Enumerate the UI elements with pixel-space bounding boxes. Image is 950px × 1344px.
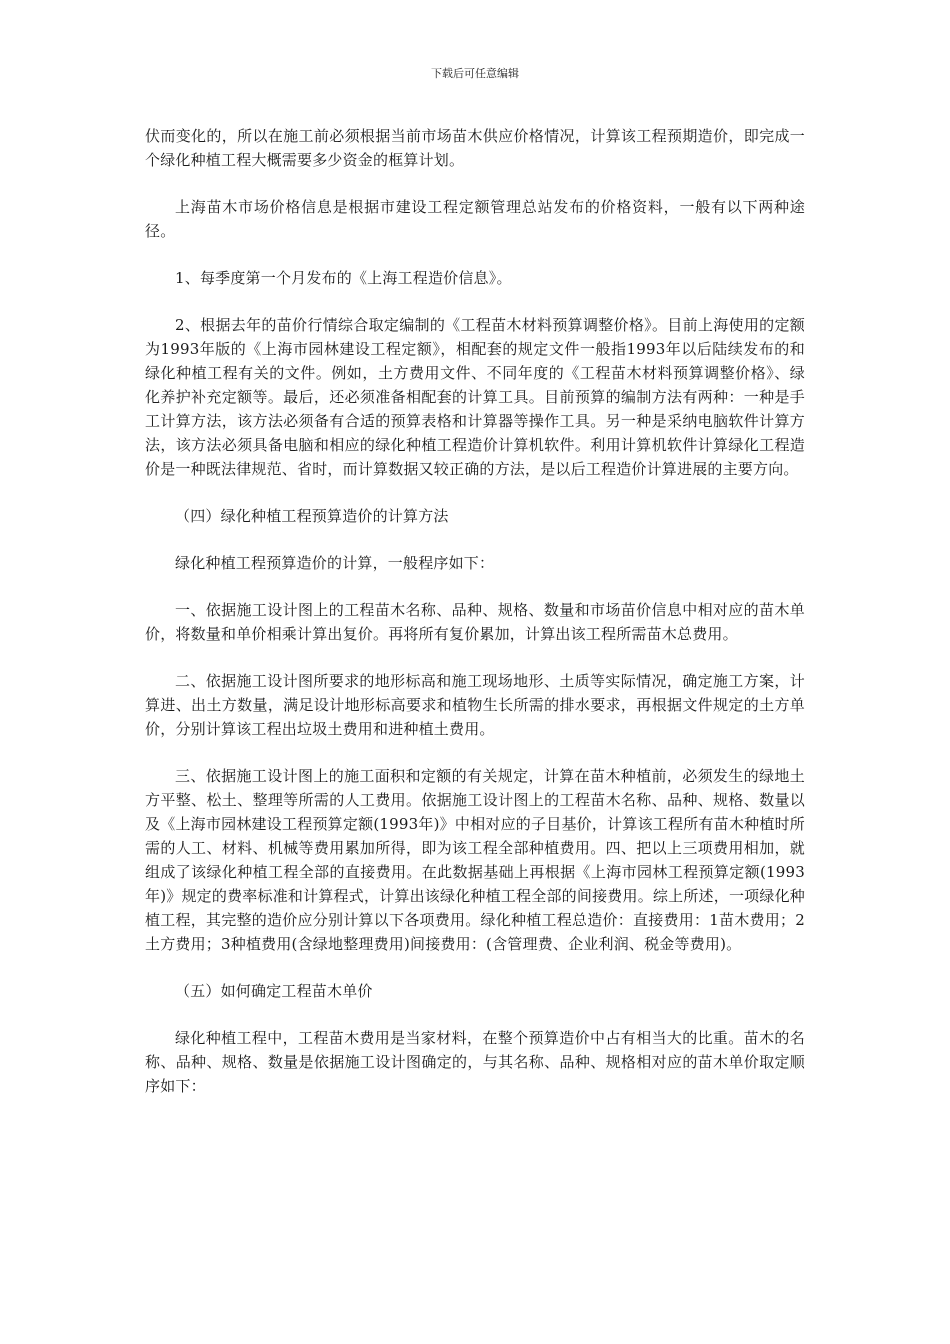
paragraph-item-1: 1、每季度第一个月发布的《上海工程造价信息》。 — [175, 269, 512, 287]
paragraph-step-3: 三、依据施工设计图上的施工面积和定额的有关规定，计算在苗木种植前，必须发生的绿地土方平整、松土、整理等所需的人工费用。依据施工设计图上的工程苗木名称、品种、规格、数量以及《上海市园林建设工程预算定额(1993年)》中相对应的子目基价，计算该工程所有苗木种植时所需的人工、材料、机械等费用累加所得，即为该工程全部种植费用。四、把以上三项费用相加，就组成了该绿化种植工程全部的直接费用。在此数据基础上再根据《上海市园林工程预算定额(1993年)》规定的费率标准和计算程式，计算出该绿化种植工程全部的间接费用。综上所述，一项绿化种植工程，其完整的造价应分别计算以下各项费用。绿化种植工程总造价：直接费用：1苗木费用；2土方费用；3种植费用(含绿地整理费用)间接费用：(含管理费、企业利润、税金等费用)。 — [145, 767, 805, 953]
paragraph-procedure-intro: 绿化种植工程预算造价的计算，一般程序如下： — [175, 554, 495, 572]
document-body — [145, 124, 805, 1121]
section-heading-5: （五）如何确定工程苗木单价 — [175, 982, 373, 1000]
paragraph-price-info: 上海苗木市场价格信息是根据市建设工程定额管理总站发布的价格资料，一般有以下两种途径。 — [145, 198, 805, 240]
section-heading-4: （四）绿化种植工程预算造价的计算方法 — [175, 507, 449, 525]
paragraph-unit-price: 绿化种植工程中，工程苗木费用是当家材料，在整个预算造价中占有相当大的比重。苗木的名称、品种、规格、数量是依据施工设计图确定的，与其名称、品种、规格相对应的苗木单价取定顺序如下： — [145, 1029, 805, 1095]
paragraph-step-2: 二、依据施工设计图所要求的地形标高和施工现场地形、土质等实际情况，确定施工方案，计算进、出土方数量，满足设计地形标高要求和植物生长所需的排水要求，再根据文件规定的土方单价，分别计算该工程出垃圾土费用和进种植土费用。 — [145, 672, 805, 738]
paragraph-step-1: 一、依据施工设计图上的工程苗木名称、品种、规格、数量和市场苗价信息中相对应的苗木单价，将数量和单价相乘计算出复价。再将所有复价累加，计算出该工程所需苗木总费用。 — [145, 601, 805, 643]
paragraph-continuation: 伏而变化的，所以在施工前必须根据当前市场苗木供应价格情况，计算该工程预期造价，即完成一个绿化种植工程大概需要多少资金的框算计划。 — [145, 127, 805, 169]
paragraph-item-2: 2、根据去年的苗价行情综合取定编制的《工程苗木材料预算调整价格》。目前上海使用的定额为1993年版的《上海市园林建设工程定额》，相配套的规定文件一般指1993年以后陆续发布的和绿化种植工程有关的文件。例如，土方费用文件、不同年度的《工程苗木材料预算调整价格》、绿化养护补充定额等。最后，还必须准备相配套的计算工具。目前预算的编制方法有两种：一种是手工计算方法，该方法必须备有合适的预算表格和计算器等操作工具。另一种是采纳电脑软件计算方法，该方法必须具备电脑和相应的绿化种植工程造价计算机软件。利用计算机软件计算绿化工程造价是一种既法律规范、省时，而计算数据又较正确的方法，是以后工程造价计算进展的主要方向。 — [145, 316, 805, 478]
page-header: 下载后可任意编辑 — [431, 67, 519, 80]
